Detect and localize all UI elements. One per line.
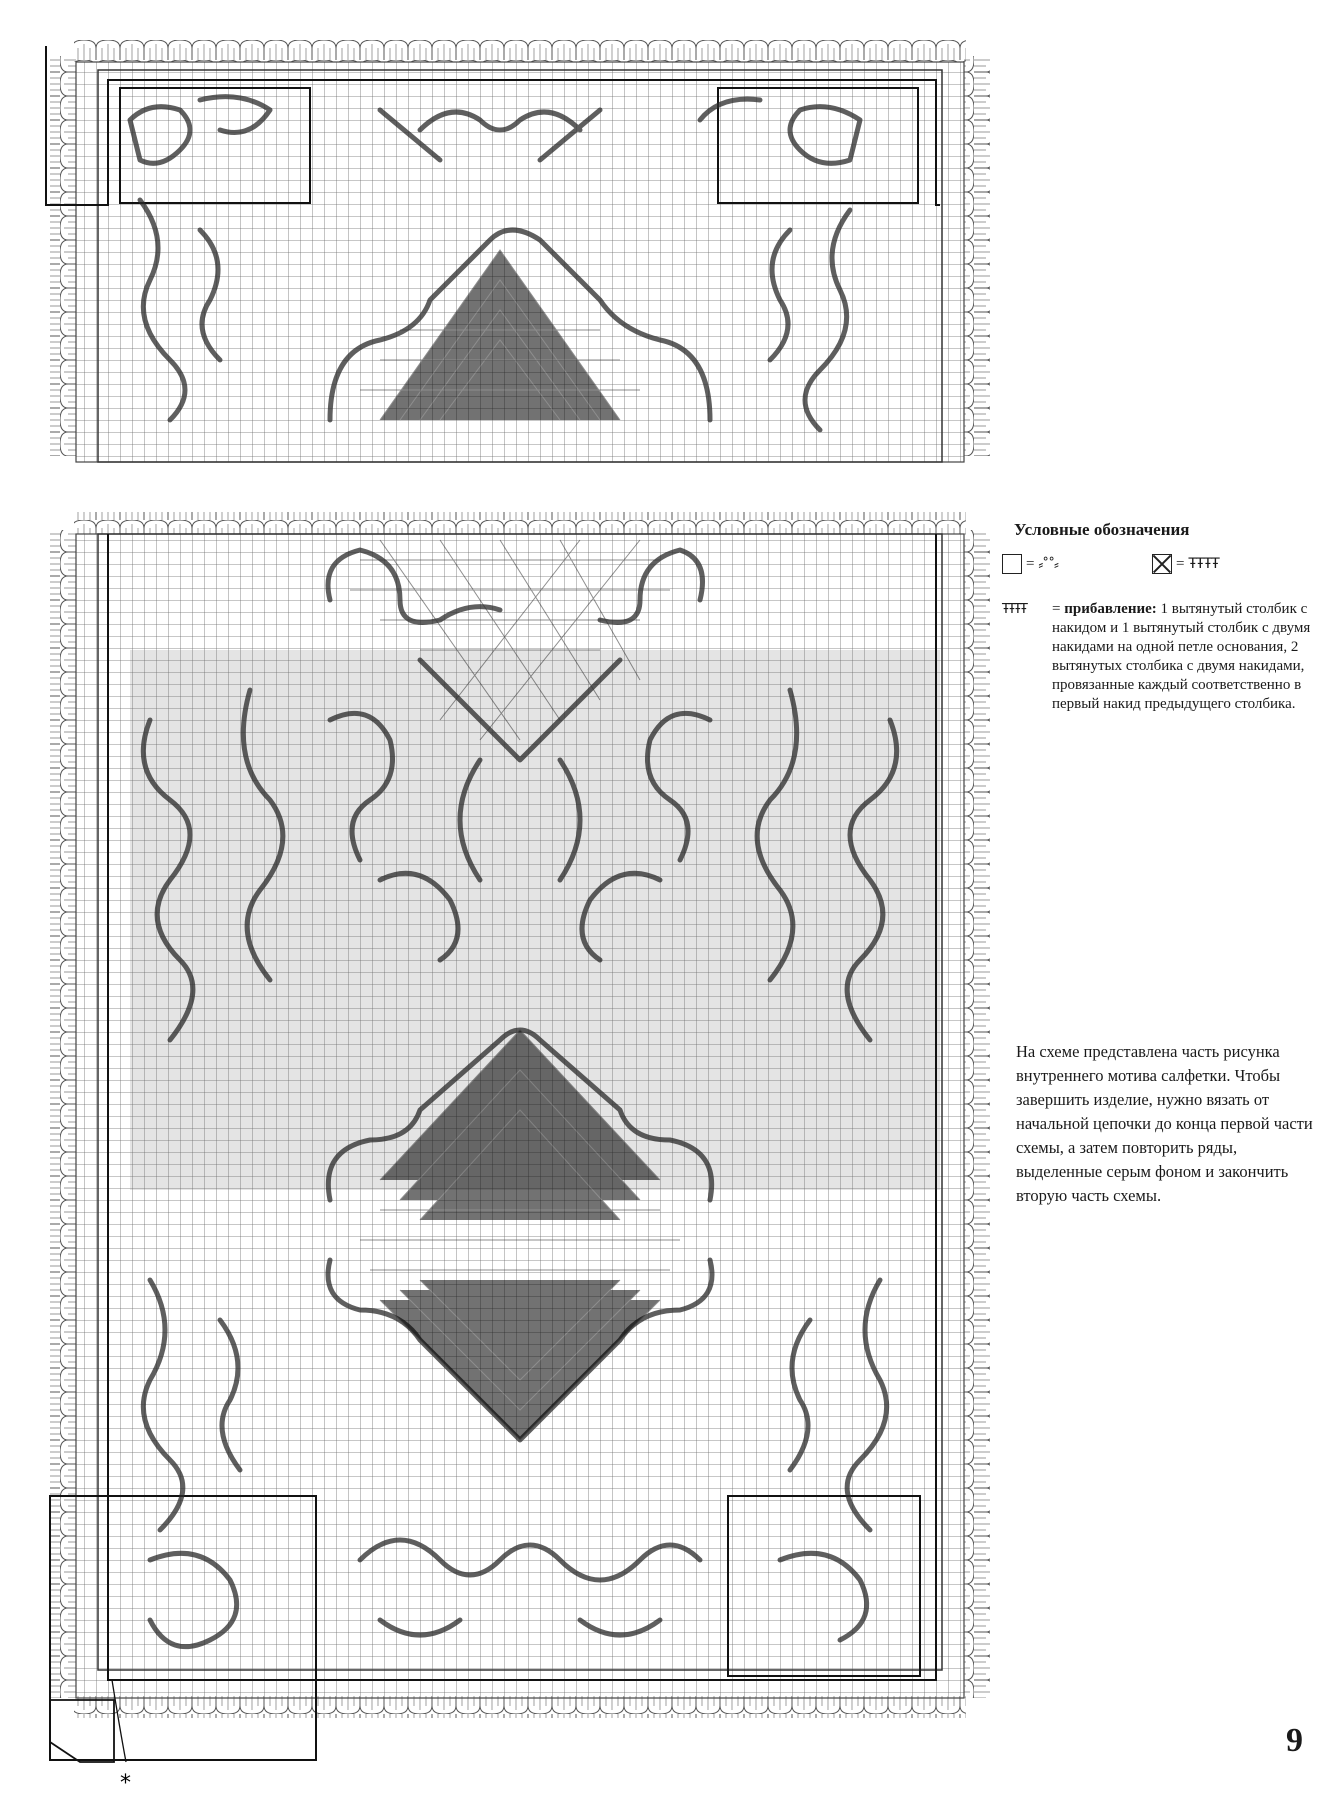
- top-scallop-edge-1: [74, 40, 966, 62]
- start-asterisk: *: [120, 1771, 131, 1796]
- legend: [1002, 520, 1322, 714]
- increase-stitch-icon: ŦŦŦŦ: [1002, 602, 1026, 617]
- legend-open-equals: =: [1026, 555, 1035, 572]
- page-number: 9: [1286, 1722, 1303, 1759]
- increase-term: прибавление:: [1064, 601, 1157, 617]
- legend-title: Условные обозначения: [1014, 520, 1190, 539]
- increase-text: [1052, 600, 1322, 714]
- legend-open-mesh: [1002, 554, 1058, 574]
- open-mesh-stitches: ⸗˚˚⸗: [1038, 556, 1058, 573]
- increase-equals: =: [1052, 601, 1061, 617]
- left-scallop-edge-1: [50, 56, 76, 456]
- pattern-note: На схеме представлена часть рисунка внутреннего мотива салфетки. Чтобы завершить изделие, нужно вязать от начальной цепочки до конца первой части схемы, а затем повторить ряды, выделенные серым фоном и закончить вторую часть схемы.: [1016, 1042, 1313, 1205]
- increase-description: 1 вытянутый столбик с накидом и 1 вытянутый столбик с двумя накидами на одной петле основания, 2 вытянутых столбика с двумя накидами, провязанные каждый соответственно в первый накид предыдущего столбика.: [1052, 601, 1311, 712]
- legend-filled-mesh: [1152, 554, 1219, 574]
- right-scallop-edge-2: [964, 530, 990, 1698]
- filled-mesh-stitches: ŦŦŦŦ: [1188, 556, 1219, 572]
- chart-part-1: [46, 40, 990, 462]
- top-scallop-edge-2: [74, 512, 966, 534]
- legend-increase: [1002, 600, 1322, 714]
- left-scallop-edge-2: [50, 530, 76, 1698]
- legend-symbol-row: [1002, 554, 1322, 586]
- bottom-scallop-edge-2: [74, 1696, 966, 1718]
- right-scallop-edge-1: [964, 56, 990, 456]
- open-mesh-square-icon: [1002, 554, 1022, 574]
- filled-mesh-crossed-square-icon: [1152, 554, 1172, 574]
- chart-part-2: [50, 512, 990, 1796]
- legend-filled-equals: =: [1176, 555, 1185, 572]
